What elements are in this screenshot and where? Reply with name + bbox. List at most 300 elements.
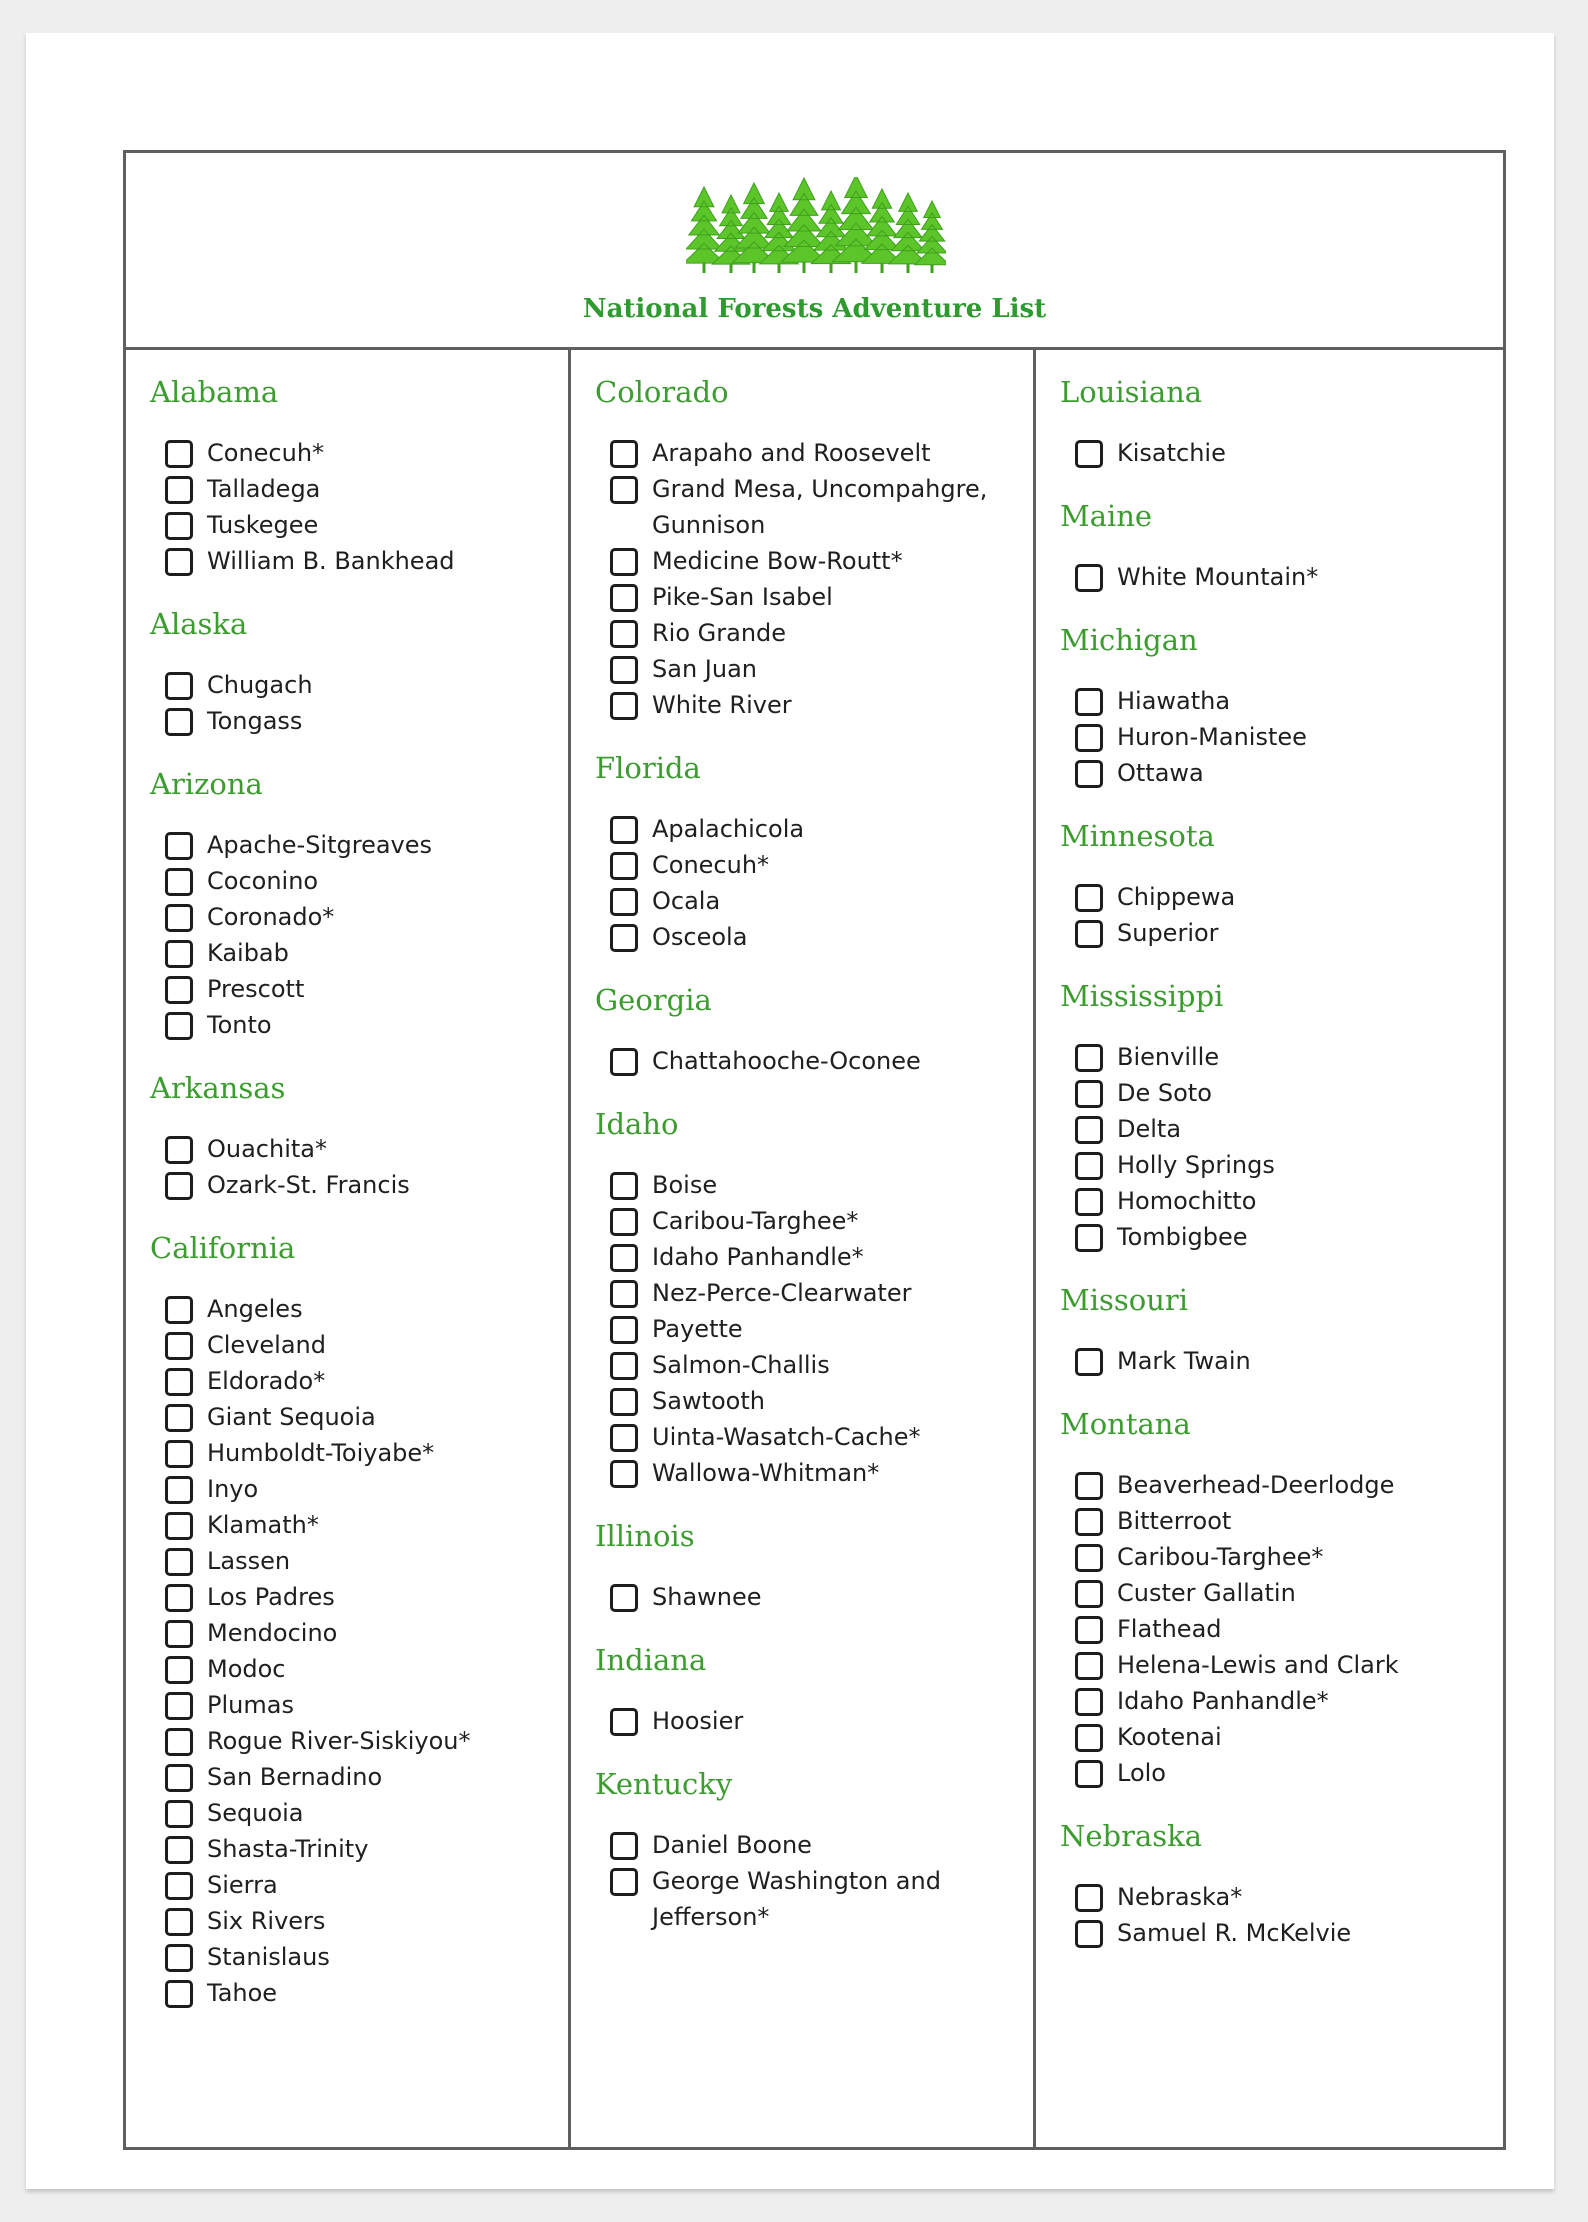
forest-name: Sawtooth	[652, 1387, 765, 1415]
forest-item	[610, 847, 1021, 883]
forest-name: Modoc	[207, 1655, 286, 1683]
forest-list	[1060, 1039, 1491, 1255]
forest-name: Idaho Panhandle*	[652, 1243, 864, 1271]
state-heading: Florida	[595, 751, 701, 785]
forest-name: Eldorado*	[207, 1367, 326, 1395]
state-heading: Arkansas	[150, 1071, 286, 1105]
forest-name: Ottawa	[1117, 759, 1204, 787]
page	[26, 33, 1554, 2189]
forest-name: Ouachita*	[207, 1135, 327, 1163]
state-heading: Alaska	[150, 607, 248, 641]
state-heading: Nebraska	[1060, 1819, 1202, 1853]
forest-name: Samuel R. McKelvie	[1117, 1919, 1352, 1947]
checkbox[interactable]	[1075, 1724, 1103, 1752]
state-heading: Maine	[1060, 499, 1153, 533]
forest-name: Nebraska*	[1117, 1883, 1243, 1911]
forest-name: Tonto	[207, 1011, 272, 1039]
checkbox[interactable]	[1075, 1152, 1103, 1180]
forest-list	[150, 827, 556, 1043]
forest-item	[1075, 1719, 1491, 1755]
checkbox[interactable]	[1075, 1580, 1103, 1608]
forest-name: Homochitto	[1117, 1187, 1257, 1215]
forest-item	[610, 615, 1021, 651]
checkbox[interactable]	[165, 904, 193, 932]
checkbox[interactable]	[610, 924, 638, 952]
forest-name: Chippewa	[1117, 883, 1236, 911]
pine-trees-icon	[686, 177, 946, 277]
checkbox[interactable]	[165, 976, 193, 1004]
forest-name: Delta	[1117, 1115, 1182, 1143]
checkbox[interactable]	[610, 1172, 638, 1200]
forest-name: Cleveland	[207, 1331, 326, 1359]
checkbox[interactable]	[1075, 1616, 1103, 1644]
forest-name: Chattahooche-Oconee	[652, 1047, 921, 1075]
forest-name: Humboldt-Toiyabe*	[207, 1439, 435, 1467]
forest-name: Helena-Lewis and Clark	[1117, 1651, 1399, 1679]
state-heading: Alabama	[150, 375, 279, 409]
forest-name: Six Rivers	[207, 1907, 326, 1935]
forest-name: Grand Mesa, Uncompahgre, Gunnison	[652, 475, 988, 539]
forest-item	[1075, 915, 1491, 951]
forest-item	[610, 1167, 1021, 1203]
forest-name: Bienville	[1117, 1043, 1220, 1071]
forest-item	[165, 1867, 556, 1903]
checkbox[interactable]	[165, 1692, 193, 1720]
forest-name: Hiawatha	[1117, 687, 1231, 715]
checkbox[interactable]	[610, 440, 638, 468]
forest-name: Mark Twain	[1117, 1347, 1251, 1375]
checkbox[interactable]	[165, 1440, 193, 1468]
forest-name: Chugach	[207, 671, 313, 699]
forest-name: Plumas	[207, 1691, 294, 1719]
forest-item	[610, 1419, 1021, 1455]
forest-item	[1075, 1343, 1491, 1379]
forest-item	[1075, 719, 1491, 755]
checkbox[interactable]	[610, 852, 638, 880]
forest-name: Idaho Panhandle*	[1117, 1687, 1329, 1715]
forest-name: Tuskegee	[207, 511, 319, 539]
checkbox[interactable]	[165, 1944, 193, 1972]
forest-item	[610, 687, 1021, 723]
checkbox[interactable]	[165, 1332, 193, 1360]
checkbox[interactable]	[1075, 1348, 1103, 1376]
checkbox[interactable]	[610, 620, 638, 648]
checkbox[interactable]	[165, 1728, 193, 1756]
forest-name: Huron-Manistee	[1117, 723, 1307, 751]
checkbox[interactable]	[1075, 1044, 1103, 1072]
checkbox[interactable]	[165, 868, 193, 896]
checkbox[interactable]	[1075, 1472, 1103, 1500]
checkbox[interactable]	[1075, 1884, 1103, 1912]
forest-name: Kisatchie	[1117, 439, 1226, 467]
forest-name: Kaibab	[207, 939, 289, 967]
forest-item	[1075, 1467, 1491, 1503]
checkbox[interactable]	[610, 1244, 638, 1272]
forest-item	[165, 1795, 556, 1831]
checkbox[interactable]	[610, 1584, 638, 1612]
forest-item	[165, 1831, 556, 1867]
state-heading: Georgia	[595, 983, 712, 1017]
forest-name: White Mountain*	[1117, 563, 1319, 591]
forest-list	[150, 1131, 556, 1203]
forest-name: Giant Sequoia	[207, 1403, 376, 1431]
forest-name: Angeles	[207, 1295, 303, 1323]
forest-item	[610, 471, 1021, 543]
forest-item	[610, 579, 1021, 615]
forest-name: Holly Springs	[1117, 1151, 1275, 1179]
forest-name: San Juan	[652, 655, 757, 683]
checkbox[interactable]	[610, 548, 638, 576]
checkbox[interactable]	[610, 888, 638, 916]
forest-name: Shawnee	[652, 1583, 762, 1611]
forest-item	[165, 543, 556, 579]
forest-item	[1075, 1755, 1491, 1791]
forest-name: Apache-Sitgreaves	[207, 831, 433, 859]
checkbox[interactable]	[1075, 440, 1103, 468]
forest-name: Conecuh*	[207, 439, 325, 467]
checkbox[interactable]	[1075, 564, 1103, 592]
forest-list	[1060, 435, 1491, 471]
forest-name: Superior	[1117, 919, 1219, 947]
forest-item	[165, 1399, 556, 1435]
forest-item	[165, 1007, 556, 1043]
checkbox[interactable]	[610, 692, 638, 720]
checkbox[interactable]	[1075, 1080, 1103, 1108]
forest-item	[165, 1167, 556, 1203]
forest-item	[1075, 1879, 1491, 1915]
forest-item	[165, 1759, 556, 1795]
state-heading: Illinois	[595, 1519, 695, 1553]
checkbox[interactable]	[165, 476, 193, 504]
forest-item	[610, 543, 1021, 579]
state-heading: Michigan	[1060, 623, 1198, 657]
forest-name: Prescott	[207, 975, 305, 1003]
checkbox[interactable]	[165, 1656, 193, 1684]
forest-item	[1075, 1075, 1491, 1111]
checkbox[interactable]	[1075, 1688, 1103, 1716]
forest-list	[150, 667, 556, 739]
forest-item	[610, 1455, 1021, 1491]
forest-list	[595, 1703, 1021, 1739]
forest-item	[165, 1651, 556, 1687]
forest-name: Wallowa-Whitman*	[652, 1459, 880, 1487]
header	[126, 153, 1503, 350]
forest-item	[165, 1615, 556, 1651]
forest-item	[165, 1687, 556, 1723]
forest-item	[165, 1327, 556, 1363]
forest-item	[610, 883, 1021, 919]
forest-list	[595, 1827, 1021, 1935]
forest-item	[165, 863, 556, 899]
forest-name: Lolo	[1117, 1759, 1166, 1787]
checkbox[interactable]	[1075, 1116, 1103, 1144]
checkbox[interactable]	[165, 940, 193, 968]
forest-name: Boise	[652, 1171, 718, 1199]
forest-list	[150, 1291, 556, 2011]
forest-list	[595, 1579, 1021, 1615]
forest-item	[165, 703, 556, 739]
forest-name: Rogue River-Siskiyou*	[207, 1727, 471, 1755]
checkbox[interactable]	[1075, 920, 1103, 948]
forest-name: Inyo	[207, 1475, 259, 1503]
forest-name: Talladega	[207, 475, 321, 503]
checkbox[interactable]	[165, 1404, 193, 1432]
forest-item	[1075, 1219, 1491, 1255]
checkbox[interactable]	[1075, 1224, 1103, 1252]
forest-name: Lassen	[207, 1547, 291, 1575]
forest-item	[165, 1579, 556, 1615]
forest-name: Kootenai	[1117, 1723, 1222, 1751]
checkbox[interactable]	[1075, 688, 1103, 716]
forest-name: Caribou-Targhee*	[1117, 1543, 1324, 1571]
checkbox[interactable]	[610, 1868, 638, 1896]
forest-item	[1075, 435, 1491, 471]
forest-list	[595, 1043, 1021, 1079]
checkbox[interactable]	[610, 1208, 638, 1236]
state-heading: Missouri	[1060, 1283, 1189, 1317]
forest-name: Apalachicola	[652, 815, 805, 843]
forest-name: Flathead	[1117, 1615, 1222, 1643]
state-heading: California	[150, 1231, 296, 1265]
forest-item	[610, 1703, 1021, 1739]
forest-list	[595, 1167, 1021, 1491]
forest-item	[165, 1471, 556, 1507]
page-title: National Forests Adventure List	[582, 294, 1047, 324]
forest-item	[165, 1975, 556, 2011]
forest-name: Stanislaus	[207, 1943, 330, 1971]
forest-item	[165, 899, 556, 935]
forest-item	[165, 1291, 556, 1327]
forest-name: Klamath*	[207, 1511, 319, 1539]
forest-item	[1075, 1039, 1491, 1075]
forest-item	[610, 651, 1021, 687]
forest-item	[165, 1507, 556, 1543]
forest-name: Coconino	[207, 867, 319, 895]
checkbox[interactable]	[1075, 1760, 1103, 1788]
forest-name: William B. Bankhead	[207, 547, 455, 575]
forest-list	[595, 811, 1021, 955]
checkbox[interactable]	[610, 1388, 638, 1416]
forest-name: Uinta-Wasatch-Cache*	[652, 1423, 921, 1451]
forest-item	[165, 667, 556, 703]
forest-item	[165, 507, 556, 543]
state-heading: Louisiana	[1060, 375, 1203, 409]
checkbox[interactable]	[610, 1424, 638, 1452]
checkbox[interactable]	[1075, 760, 1103, 788]
forest-name: San Bernadino	[207, 1763, 383, 1791]
forest-name: Rio Grande	[652, 619, 787, 647]
forest-item	[165, 935, 556, 971]
checkbox[interactable]	[1075, 724, 1103, 752]
forest-item	[610, 1383, 1021, 1419]
forest-name: Hoosier	[652, 1707, 744, 1735]
forest-name: Salmon-Challis	[652, 1351, 830, 1379]
checkbox[interactable]	[610, 1708, 638, 1736]
forest-item	[1075, 683, 1491, 719]
forest-item	[1075, 1683, 1491, 1719]
forest-name: Ozark-St. Francis	[207, 1171, 410, 1199]
forest-item	[610, 1203, 1021, 1239]
forest-item	[1075, 559, 1491, 595]
forest-item	[165, 1543, 556, 1579]
checkbox[interactable]	[165, 1908, 193, 1936]
checkbox[interactable]	[610, 476, 638, 504]
state-heading: Idaho	[595, 1107, 679, 1141]
forest-name: Los Padres	[207, 1583, 335, 1611]
forest-name: Osceola	[652, 923, 748, 951]
column-1	[126, 347, 571, 2147]
checkbox[interactable]	[165, 512, 193, 540]
state-heading: Kentucky	[595, 1767, 733, 1801]
forest-name: Mendocino	[207, 1619, 338, 1647]
forest-name: George Washington and Jefferson*	[652, 1867, 941, 1931]
forest-name: Tahoe	[207, 1979, 278, 2007]
forest-list	[1060, 879, 1491, 951]
checkbox[interactable]	[165, 1172, 193, 1200]
checkbox[interactable]	[165, 1368, 193, 1396]
forest-item	[1075, 1647, 1491, 1683]
checkbox[interactable]	[165, 708, 193, 736]
state-heading: Arizona	[150, 767, 263, 801]
checkbox[interactable]	[165, 1764, 193, 1792]
forest-item	[165, 435, 556, 471]
checkbox[interactable]	[610, 1460, 638, 1488]
state-heading: Montana	[1060, 1407, 1191, 1441]
checkbox[interactable]	[610, 1316, 638, 1344]
column-3	[1036, 347, 1503, 2147]
forest-item	[165, 1939, 556, 1975]
checkbox[interactable]	[165, 1584, 193, 1612]
forest-list	[1060, 1879, 1491, 1951]
checkbox[interactable]	[165, 1476, 193, 1504]
forest-item	[610, 435, 1021, 471]
forest-name: Medicine Bow-Routt*	[652, 547, 903, 575]
forest-item	[165, 971, 556, 1007]
checkbox[interactable]	[1075, 884, 1103, 912]
forest-item	[1075, 1915, 1491, 1951]
forest-item	[1075, 1111, 1491, 1147]
checkbox[interactable]	[165, 1296, 193, 1324]
forest-item	[1075, 1575, 1491, 1611]
forest-item	[610, 811, 1021, 847]
forest-item	[1075, 755, 1491, 791]
forest-item	[1075, 1147, 1491, 1183]
checkbox[interactable]	[165, 1980, 193, 2008]
forest-name: Tongass	[207, 707, 303, 735]
forest-item	[610, 1827, 1021, 1863]
checkbox[interactable]	[610, 816, 638, 844]
forest-name: Conecuh*	[652, 851, 770, 879]
checkbox[interactable]	[165, 1836, 193, 1864]
forest-name: Arapaho and Roosevelt	[652, 439, 931, 467]
forest-name: Pike-San Isabel	[652, 583, 833, 611]
state-heading: Mississippi	[1060, 979, 1224, 1013]
checkbox[interactable]	[165, 832, 193, 860]
forest-list	[150, 435, 556, 579]
forest-item	[610, 919, 1021, 955]
forest-item	[1075, 879, 1491, 915]
checkbox[interactable]	[1075, 1508, 1103, 1536]
checkbox[interactable]	[610, 584, 638, 612]
checkbox[interactable]	[610, 1832, 638, 1860]
forest-list	[1060, 683, 1491, 791]
checkbox[interactable]	[610, 1352, 638, 1380]
forest-name: Beaverhead-Deerlodge	[1117, 1471, 1395, 1499]
checkbox[interactable]	[165, 1012, 193, 1040]
forest-list	[1060, 1467, 1491, 1791]
forest-list	[1060, 559, 1491, 595]
forest-name: Sequoia	[207, 1799, 304, 1827]
forest-item	[610, 1043, 1021, 1079]
forest-item	[1075, 1183, 1491, 1219]
forest-item	[610, 1311, 1021, 1347]
forest-name: Sierra	[207, 1871, 278, 1899]
forest-item	[165, 827, 556, 863]
checkbox[interactable]	[165, 548, 193, 576]
checkbox[interactable]	[165, 1136, 193, 1164]
state-heading: Indiana	[595, 1643, 707, 1677]
forest-name: Coronado*	[207, 903, 335, 931]
forest-item	[1075, 1503, 1491, 1539]
forest-name: White River	[652, 691, 792, 719]
forest-item	[165, 1723, 556, 1759]
forest-item	[1075, 1539, 1491, 1575]
checkbox[interactable]	[165, 440, 193, 468]
state-heading: Minnesota	[1060, 819, 1215, 853]
checkbox[interactable]	[165, 672, 193, 700]
forest-item	[165, 1131, 556, 1167]
forest-item	[165, 471, 556, 507]
forest-list	[595, 435, 1021, 723]
checkbox[interactable]	[1075, 1652, 1103, 1680]
state-heading: Colorado	[595, 375, 729, 409]
forest-name: Nez-Perce-Clearwater	[652, 1279, 912, 1307]
forest-name: Bitterroot	[1117, 1507, 1232, 1535]
checkbox[interactable]	[1075, 1188, 1103, 1216]
checkbox[interactable]	[1075, 1544, 1103, 1572]
forest-name: Caribou-Targhee*	[652, 1207, 859, 1235]
forest-item	[610, 1275, 1021, 1311]
checkbox[interactable]	[165, 1800, 193, 1828]
forest-name: Ocala	[652, 887, 721, 915]
checkbox[interactable]	[165, 1620, 193, 1648]
forest-item	[610, 1347, 1021, 1383]
checkbox[interactable]	[610, 1280, 638, 1308]
checkbox[interactable]	[165, 1548, 193, 1576]
forest-item	[165, 1903, 556, 1939]
forest-item	[610, 1239, 1021, 1275]
forest-item	[165, 1435, 556, 1471]
forest-name: Shasta-Trinity	[207, 1835, 369, 1863]
forest-item	[165, 1363, 556, 1399]
checkbox[interactable]	[165, 1512, 193, 1540]
column-2	[571, 347, 1036, 2147]
forest-list	[1060, 1343, 1491, 1379]
checkbox[interactable]	[1075, 1920, 1103, 1948]
forest-name: Tombigbee	[1117, 1223, 1248, 1251]
forest-name: Payette	[652, 1315, 743, 1343]
forest-item	[1075, 1611, 1491, 1647]
checkbox[interactable]	[610, 1048, 638, 1076]
checkbox[interactable]	[610, 656, 638, 684]
forest-name: Custer Gallatin	[1117, 1579, 1296, 1607]
forest-name: De Soto	[1117, 1079, 1212, 1107]
checklist-frame	[123, 150, 1506, 2150]
forest-name: Daniel Boone	[652, 1831, 812, 1859]
forest-item	[610, 1863, 1021, 1935]
forest-item	[610, 1579, 1021, 1615]
checkbox[interactable]	[165, 1872, 193, 1900]
